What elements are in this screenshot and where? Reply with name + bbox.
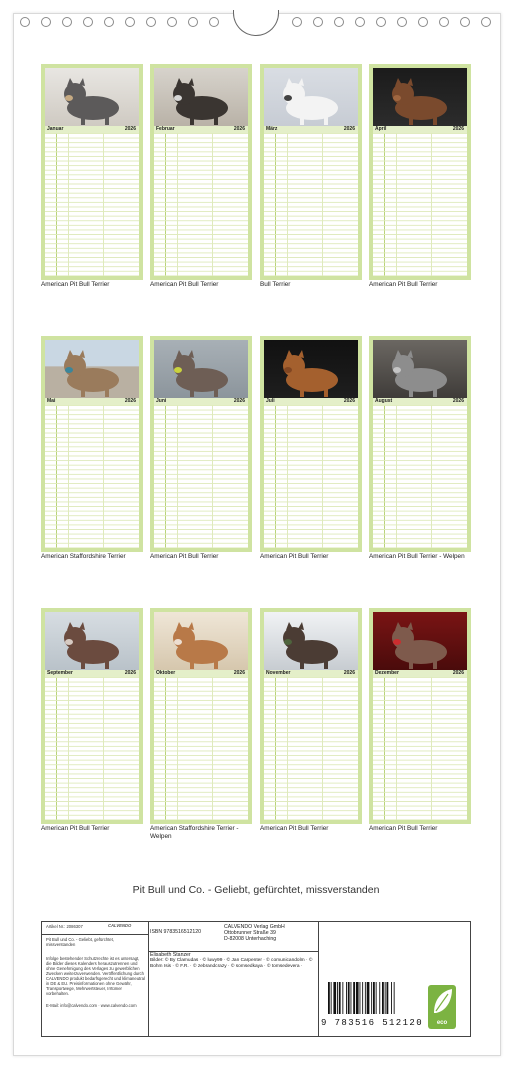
photo-caption: American Pit Bull Terrier (150, 553, 219, 560)
month-year: 2026 (233, 126, 245, 132)
month-name: März (266, 126, 278, 132)
photo-caption: American Pit Bull Terrier (369, 281, 438, 288)
day-planner-grid (264, 133, 358, 276)
photo-caption: American Pit Bull Terrier (41, 281, 110, 288)
dog-photo (45, 68, 139, 126)
dog-photo (45, 340, 139, 398)
dog-photo (264, 68, 358, 126)
calvendo-logo: CALVENDO (108, 923, 132, 928)
month-header (45, 126, 139, 133)
day-planner-grid (154, 405, 248, 548)
month-dezember (369, 608, 471, 824)
photo-caption: American Pit Bull Terrier (150, 281, 219, 288)
eco-label: eco (428, 985, 456, 1029)
binding-ring (83, 17, 93, 27)
month-header (45, 670, 139, 677)
binding-ring (460, 17, 470, 27)
month-märz (260, 64, 362, 280)
binding-ring (167, 17, 177, 27)
month-name: Januar (47, 126, 64, 132)
month-header (373, 126, 467, 133)
binding-ring (376, 17, 386, 27)
month-year: 2026 (452, 126, 464, 132)
binding-ring (334, 17, 344, 27)
dog-photo (264, 612, 358, 670)
day-planner-grid (373, 405, 467, 548)
month-year: 2026 (124, 398, 136, 404)
binding-ring (313, 17, 323, 27)
barcode-number: 9 783516 512120 (320, 1018, 423, 1028)
binding-ring (418, 17, 428, 27)
photo-caption: American Pit Bull Terrier (369, 825, 438, 832)
day-planner-grid (373, 677, 467, 820)
month-year: 2026 (343, 398, 355, 404)
month-name: November (266, 670, 291, 676)
binding-ring (481, 17, 491, 27)
binding-ring (188, 17, 198, 27)
binding-ring (62, 17, 72, 27)
binding-ring (292, 17, 302, 27)
dog-photo (154, 612, 248, 670)
barcode (327, 982, 419, 1014)
month-header (264, 670, 358, 677)
isbn-text: ISBN 9783516512120 (150, 929, 202, 935)
publisher-line: Ottobrunner Straße 39 (224, 930, 276, 936)
month-juli (260, 336, 362, 552)
leaf-icon (428, 985, 456, 1019)
month-name: April (375, 126, 387, 132)
day-planner-grid (45, 405, 139, 548)
month-year: 2026 (124, 670, 136, 676)
month-header (154, 398, 248, 405)
legal-text: Infolge bestehender Schutzrechte ist es untersagt, die Bilder dieses Kalenders herauszutrennen und ohne Genehmigung des Verlages zu gewerblichen Zwecken weiterzuverwenden. Veröffentlichung durch CALVENDO produkt bedarfsgerecht und klimaneutral in DE & EU. Preisinformationen ohne Gewähr, Transportwege, Mehrwertsteuer, Irrtümer vorbehalten. (46, 956, 145, 996)
month-year: 2026 (233, 670, 245, 676)
dog-photo (373, 340, 467, 398)
article-number: Artikel Nr.: 2086307 (46, 924, 83, 929)
photo-caption: American Pit Bull Terrier (260, 825, 329, 832)
binding-ring (355, 17, 365, 27)
short-title: Pit Bull und Co. - Geliebt, gefürchtet, missverstanden (46, 937, 114, 947)
month-year: 2026 (124, 126, 136, 132)
publisher-line: D-82008 Unterhaching (224, 936, 277, 942)
day-planner-grid (45, 677, 139, 820)
month-name: August (375, 398, 393, 404)
month-april (369, 64, 471, 280)
month-name: Mai (47, 398, 56, 404)
dog-photo (154, 68, 248, 126)
dog-photo (373, 68, 467, 126)
month-name: September (47, 670, 73, 676)
month-oktober (150, 608, 252, 824)
binding-ring (104, 17, 114, 27)
month-year: 2026 (343, 126, 355, 132)
day-planner-grid (154, 133, 248, 276)
month-year: 2026 (452, 670, 464, 676)
month-august (369, 336, 471, 552)
binding-ring (209, 17, 219, 27)
month-header (264, 398, 358, 405)
binding-ring (41, 17, 51, 27)
binding-ring (397, 17, 407, 27)
day-planner-grid (264, 405, 358, 548)
month-year: 2026 (343, 670, 355, 676)
month-year: 2026 (233, 398, 245, 404)
month-header (154, 670, 248, 677)
email-line: E-Mail: info@calvendo.com · www.calvendo.com (46, 1003, 137, 1008)
dog-photo (264, 340, 358, 398)
day-planner-grid (154, 677, 248, 820)
month-year: 2026 (452, 398, 464, 404)
day-planner-grid (264, 677, 358, 820)
month-februar (150, 64, 252, 280)
binding-ring (146, 17, 156, 27)
dog-photo (45, 612, 139, 670)
month-juni (150, 336, 252, 552)
month-januar (41, 64, 143, 280)
month-header (373, 670, 467, 677)
image-credits: Bilder: © By Clamudas · © luwy99 · © Jan Carpenter · © comunicandolm · © Bohm Isis · © F.R. · © zebrandcrazy · © somsedkaya · © tomsedevera · (150, 958, 313, 970)
day-planner-grid (373, 133, 467, 276)
photo-caption: American Staffordshire Terrier (41, 553, 126, 560)
photo-caption: American Pit Bull Terrier - Welpen (369, 553, 465, 560)
month-november (260, 608, 362, 824)
month-header (45, 398, 139, 405)
month-mai (41, 336, 143, 552)
month-name: Oktober (156, 670, 176, 676)
binding-ring (439, 17, 449, 27)
month-name: Februar (156, 126, 175, 132)
month-september (41, 608, 143, 824)
photo-caption: American Pit Bull Terrier (260, 553, 329, 560)
month-name: Juni (156, 398, 167, 404)
author-name: Elisabeth Stanzer (150, 952, 191, 958)
dog-photo (373, 612, 467, 670)
photo-caption: American Pit Bull Terrier (41, 825, 110, 832)
binding-ring (20, 17, 30, 27)
photo-caption: American Staffordshire Terrier - Welpen (150, 825, 239, 840)
calendar-title: Pit Bull und Co. - Geliebt, gefürchtet, missverstanden (132, 884, 380, 896)
month-header (373, 398, 467, 405)
binding-ring (125, 17, 135, 27)
dog-photo (154, 340, 248, 398)
month-name: Juli (266, 398, 275, 404)
photo-caption: Bull Terrier (260, 281, 291, 288)
month-name: Dezember (375, 670, 399, 676)
month-header (154, 126, 248, 133)
publisher-line: CALVENDO Verlag GmbH (224, 924, 285, 930)
day-planner-grid (45, 133, 139, 276)
month-header (264, 126, 358, 133)
